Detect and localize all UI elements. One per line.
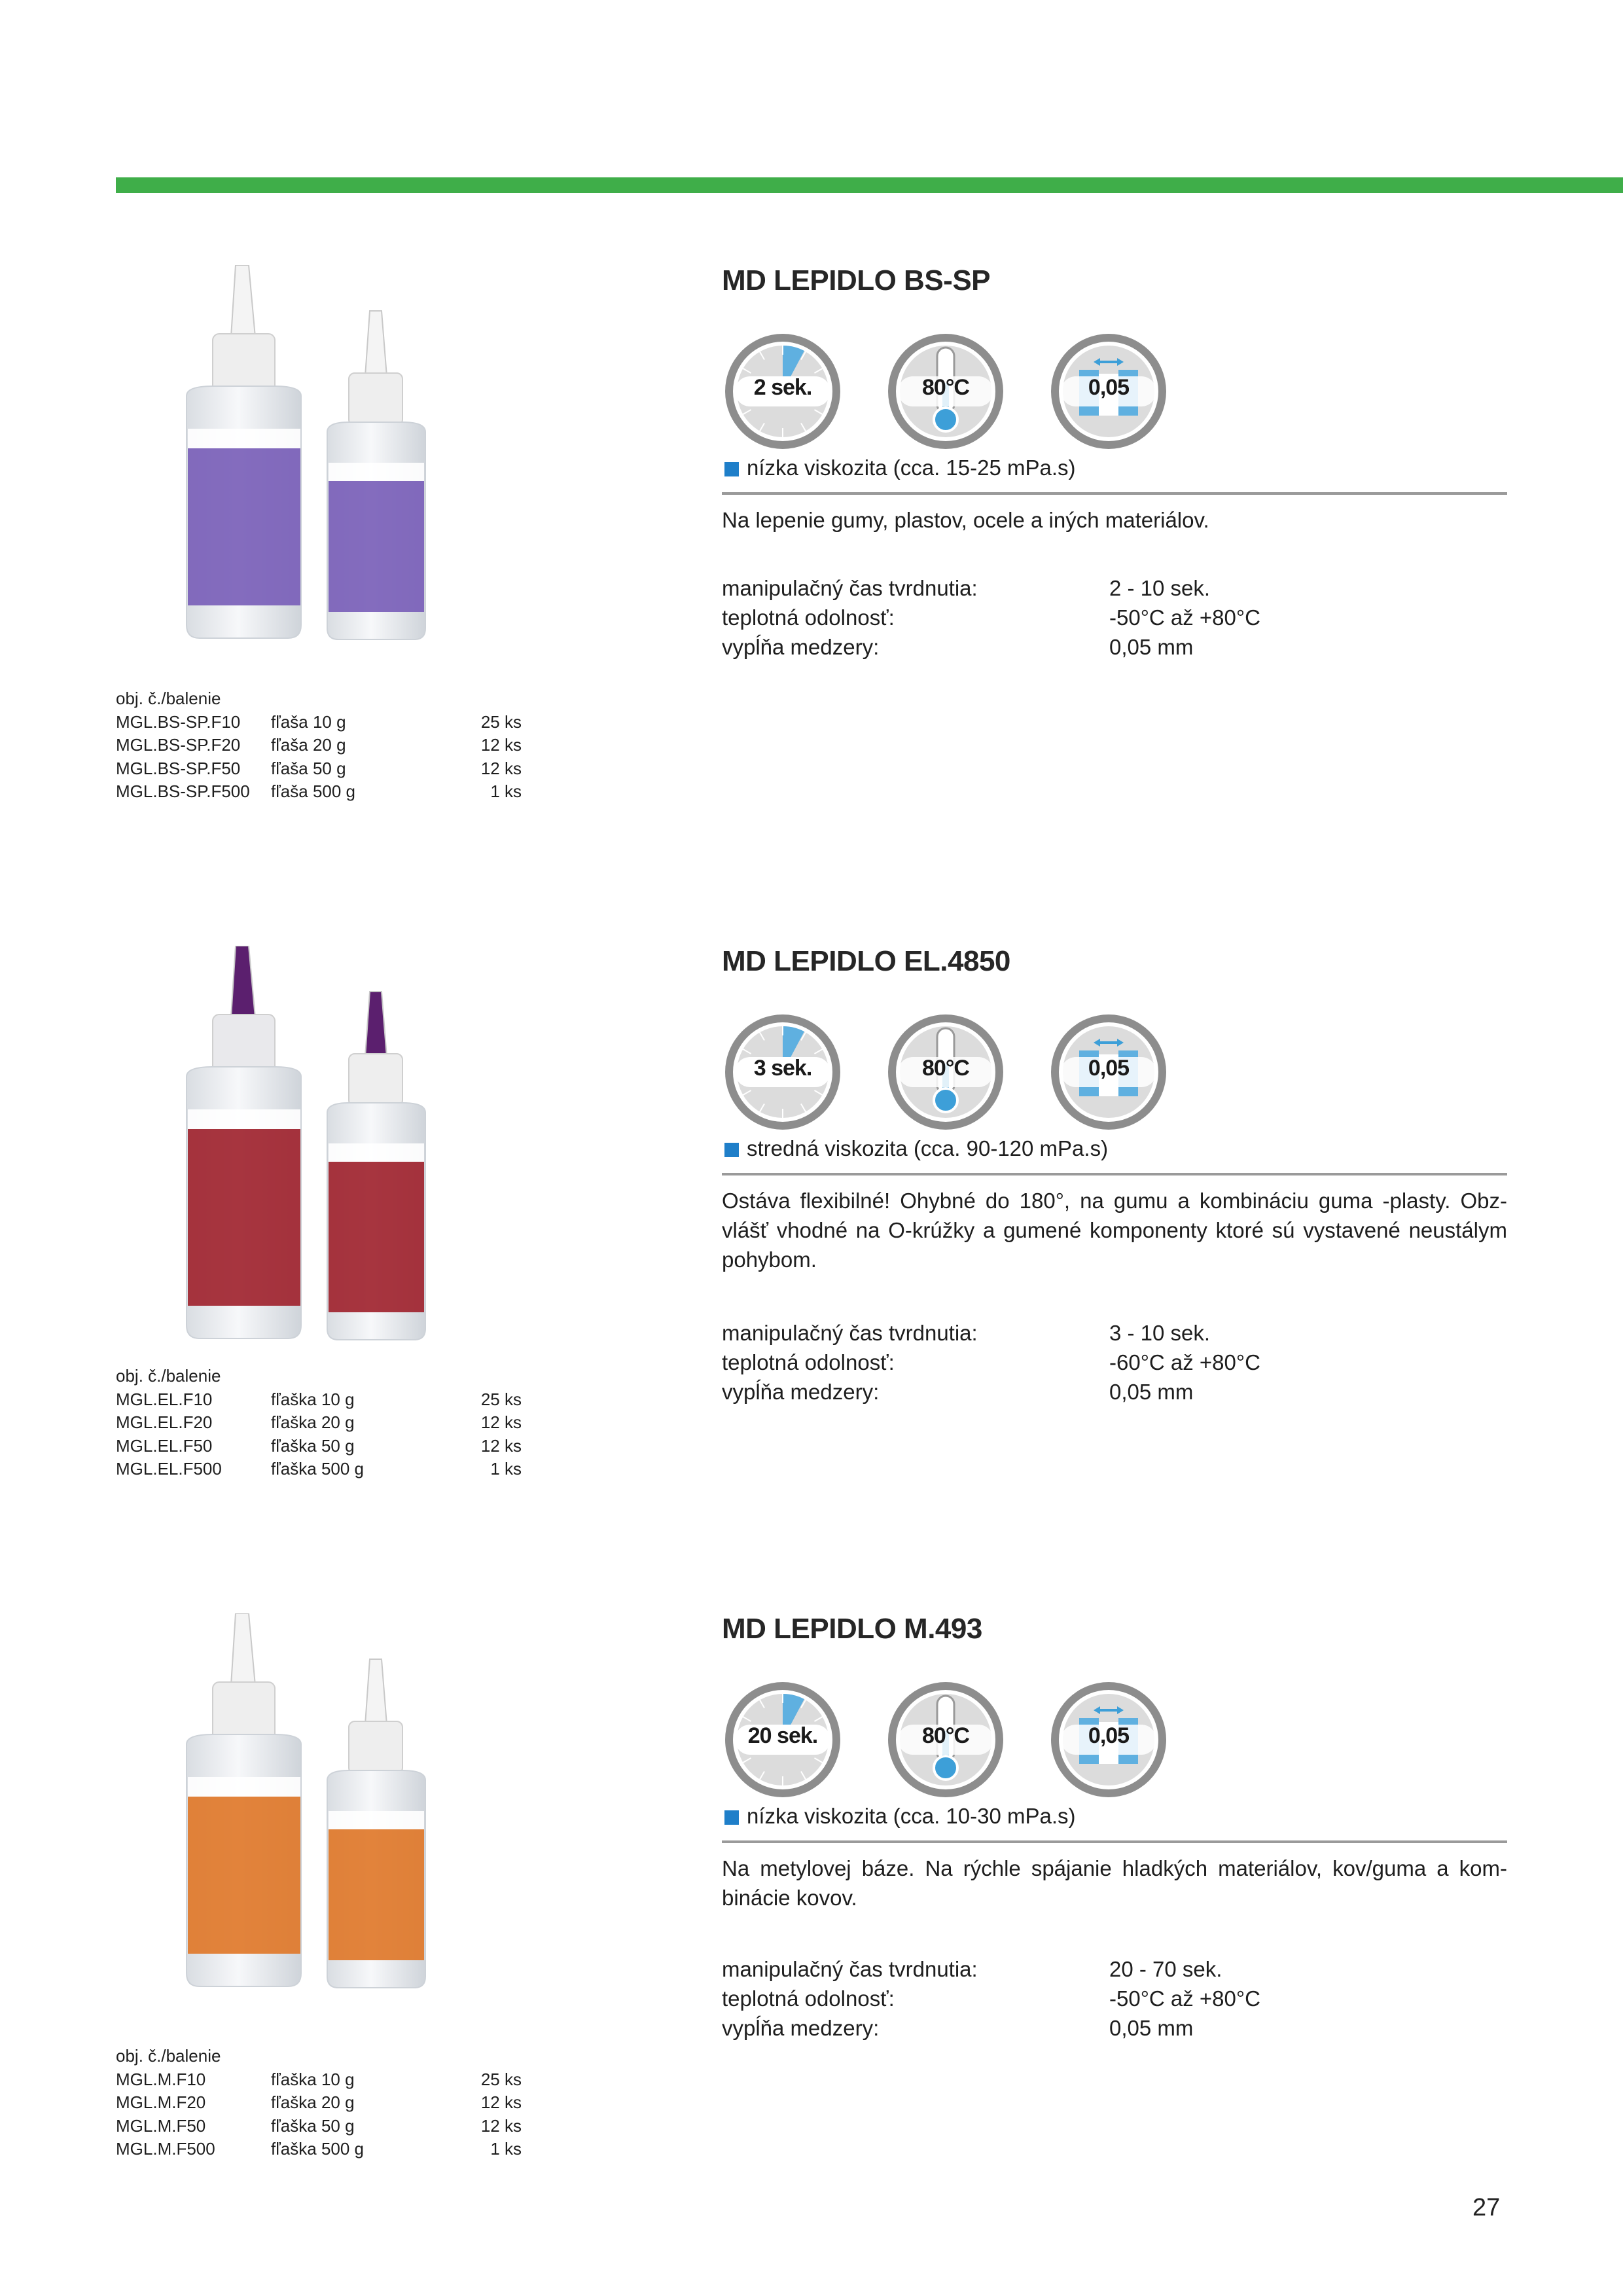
viscosity-text: nízka viskozita (cca. 10-30 mPa.s) (747, 1804, 1076, 1828)
order-pack: fľaška 10 g (271, 1389, 355, 1409)
order-pack: fľaša 10 g (271, 711, 346, 732)
order-qty: 25 ks (480, 1389, 522, 1409)
spec-value: 0,05 mm (1109, 635, 1194, 659)
spec-row (722, 603, 1376, 632)
order-code: MGL.M.F50 (116, 2115, 206, 2136)
order-qty: 12 ks (480, 2115, 522, 2136)
product-title: MD LEPIDLO M.493 (722, 1613, 982, 1645)
description-line: Na metylovej báze. Na rýchle spájanie hladkých materiálov, kov/guma a kom- (722, 1856, 1507, 1880)
spec-value: 3 - 10 sek. (1109, 1321, 1211, 1345)
order-code: MGL.BS-SP.F500 (116, 781, 250, 801)
order-pack: fľaška 10 g (271, 2069, 355, 2089)
gap-value: 0,05 (1088, 375, 1130, 400)
spec-value: -60°C až +80°C (1109, 1350, 1260, 1374)
clock-value: 2 sek. (753, 375, 812, 400)
spec-value: -50°C až +80°C (1109, 1986, 1260, 2011)
page-number: 27 (1472, 2194, 1501, 2221)
order-code: MGL.M.F20 (116, 2092, 206, 2112)
order-code: MGL.EL.F50 (116, 1435, 213, 1456)
order-pack: fľaška 50 g (271, 2115, 355, 2136)
spec-row (722, 1318, 1376, 1348)
order-pack: fľaša 20 g (271, 735, 346, 755)
property-icons (722, 1011, 1180, 1136)
order-pack: fľaška 20 g (271, 1412, 355, 1432)
spec-label: teplotná odolnosť: (722, 605, 895, 630)
order-row (116, 2115, 522, 2138)
product-description (722, 505, 1507, 535)
spec-label: manipulačný čas tvrdnutia: (722, 576, 978, 600)
order-code: MGL.BS-SP.F20 (116, 735, 241, 755)
order-qty: 12 ks (480, 758, 522, 778)
clock-icon (722, 1011, 844, 1133)
product-description (722, 1186, 1507, 1274)
product-bottles-image (147, 265, 553, 664)
product-bottles-image (147, 1613, 553, 2013)
product-title: MD LEPIDLO BS-SP (722, 264, 991, 296)
gap-icon (1048, 1011, 1169, 1133)
gap-value: 0,05 (1088, 1056, 1130, 1081)
description-line: Na lepenie gumy, plastov, ocele a iných materiálov. (722, 508, 1209, 532)
description-line: binácie kovov. (722, 1886, 857, 1910)
viscosity-line (722, 453, 1507, 495)
thermometer-icon (885, 1679, 1007, 1801)
spec-value: -50°C až +80°C (1109, 605, 1260, 630)
order-qty: 12 ks (480, 1412, 522, 1432)
order-code: MGL.M.F500 (116, 2139, 215, 2159)
clock-icon (722, 1679, 844, 1801)
spec-label: manipulačný čas tvrdnutia: (722, 1957, 978, 1981)
product-section-m493 (0, 1348, 1623, 2159)
spec-value: 0,05 mm (1109, 1380, 1194, 1404)
spec-value: 2 - 10 sek. (1109, 576, 1211, 600)
spec-row (722, 2013, 1376, 2043)
spec-value: 0,05 mm (1109, 2016, 1194, 2040)
spec-label: teplotná odolnosť: (722, 1350, 895, 1374)
viscosity-line (722, 1134, 1507, 1175)
order-qty: 12 ks (480, 735, 522, 755)
viscosity-text: stredná viskozita (cca. 90-120 mPa.s) (747, 1136, 1109, 1160)
clock-icon (722, 331, 844, 452)
spec-label: vypĺňa medzery: (722, 635, 880, 659)
order-qty: 25 ks (480, 711, 522, 732)
thermometer-icon (885, 331, 1007, 452)
order-table-header: obj. č./balenie (116, 2046, 221, 2066)
order-row (116, 2068, 522, 2092)
thermometer-value: 80°C (922, 1056, 969, 1081)
property-icons (722, 1679, 1180, 1803)
clock-value: 20 sek. (747, 1723, 818, 1748)
spec-label: manipulačný čas tvrdnutia: (722, 1321, 978, 1345)
thermometer-value: 80°C (922, 375, 969, 400)
order-qty: 25 ks (480, 2069, 522, 2089)
order-row (116, 2138, 522, 2161)
order-row (116, 2091, 522, 2115)
order-pack: fľaška 50 g (271, 1435, 355, 1456)
order-pack: fľaša 500 g (271, 781, 356, 801)
order-code: MGL.EL.F10 (116, 1389, 213, 1409)
order-code: MGL.EL.F500 (116, 1459, 222, 1479)
order-code: MGL.M.F10 (116, 2069, 206, 2089)
spec-table (722, 1954, 1376, 2043)
thermometer-icon (885, 1011, 1007, 1133)
order-qty: 1 ks (490, 781, 522, 801)
product-bottles-image (147, 946, 553, 1365)
order-qty: 1 ks (490, 1459, 522, 1479)
viscosity-text: nízka viskozita (cca. 15-25 mPa.s) (747, 456, 1076, 480)
spec-label: vypĺňa medzery: (722, 2016, 880, 2040)
product-section-el4850 (0, 681, 1623, 1479)
order-qty: 12 ks (480, 1435, 522, 1456)
gap-icon (1048, 331, 1169, 452)
gap-value: 0,05 (1088, 1723, 1130, 1748)
order-pack: fľaška 20 g (271, 2092, 355, 2112)
description-line: pohybom. (722, 1247, 817, 1272)
viscosity-line (722, 1801, 1507, 1843)
spec-label: vypĺňa medzery: (722, 1380, 880, 1404)
spec-value: 20 - 70 sek. (1109, 1957, 1222, 1981)
spec-row (722, 573, 1376, 603)
clock-value: 3 sek. (753, 1056, 812, 1081)
bullet-square-icon (724, 1810, 739, 1825)
order-pack: fľaša 50 g (271, 758, 346, 778)
order-table (116, 2045, 522, 2161)
spec-table (722, 573, 1376, 662)
property-icons (722, 331, 1180, 455)
product-section-bs-sp (0, 0, 1623, 801)
order-qty: 1 ks (490, 2139, 522, 2159)
order-code: MGL.EL.F20 (116, 1412, 213, 1432)
spec-row (722, 1984, 1376, 2013)
order-code: MGL.BS-SP.F50 (116, 758, 241, 778)
order-code: MGL.BS-SP.F10 (116, 711, 241, 732)
product-title: MD LEPIDLO EL.4850 (722, 945, 1010, 977)
bullet-square-icon (724, 462, 739, 476)
spec-row (722, 1954, 1376, 1984)
order-pack: fľaška 500 g (271, 2139, 365, 2159)
order-table-header: obj. č./balenie (116, 1366, 221, 1386)
product-description (722, 1854, 1507, 1912)
bullet-square-icon (724, 1143, 739, 1157)
spec-row (722, 632, 1376, 662)
order-pack: fľaška 500 g (271, 1459, 365, 1479)
gap-icon (1048, 1679, 1169, 1801)
description-line: Ostáva flexibilné! Ohybné do 180°, na gumu a kombináciu guma -plasty. Obz- (722, 1189, 1507, 1213)
thermometer-value: 80°C (922, 1723, 969, 1748)
spec-label: teplotná odolnosť: (722, 1986, 895, 2011)
description-line: vlášť vhodné na O-krúžky a gumené komponenty ktoré sú vystavené neustálym (722, 1218, 1507, 1242)
order-table-header: obj. č./balenie (116, 689, 221, 708)
order-qty: 12 ks (480, 2092, 522, 2112)
